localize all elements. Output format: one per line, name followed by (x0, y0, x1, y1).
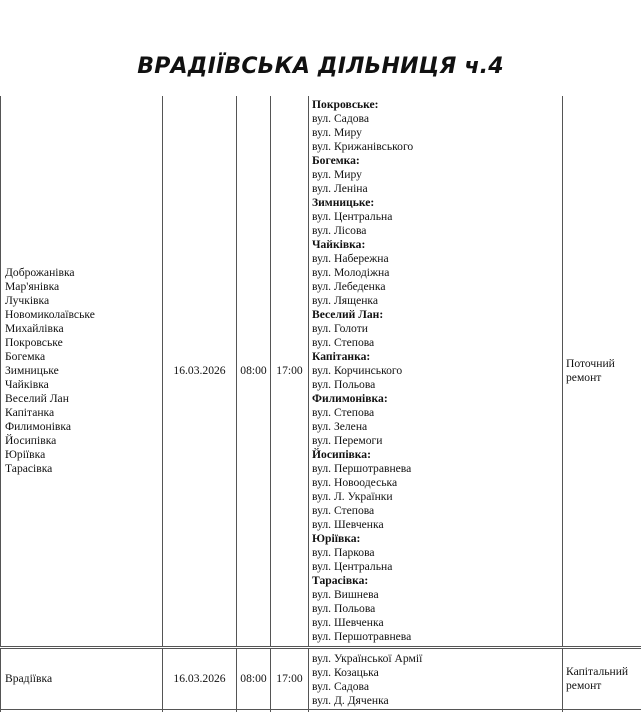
street-name: вул. Садова (312, 112, 369, 125)
street-name: вул. Лященка (312, 294, 379, 307)
settlement-name: Доброжанівка (5, 266, 75, 279)
settlement-name: Тарасівка (5, 462, 53, 475)
street-name: вул. Новоодеська (312, 476, 398, 489)
table-row-tail (1, 710, 641, 713)
work-type-cell (563, 96, 641, 648)
settlement-name: Врадіївка (5, 672, 53, 685)
date-cell: 16.03.2026 (163, 96, 237, 648)
street-name: вул. Леніна (312, 182, 368, 195)
village-heading: Зимницьке: (312, 196, 375, 209)
settlement-name: Филимонівка (5, 420, 71, 433)
settlement-name: Юріївка (5, 448, 46, 461)
settlements-cell (1, 96, 163, 648)
street-name: вул. Паркова (312, 546, 375, 559)
settlement-name: Йосипівка (5, 434, 57, 447)
empty-cell (563, 710, 641, 713)
street-name: вул. Зелена (312, 420, 368, 433)
street-name: вул. Лебеденка (312, 280, 386, 293)
table-row (1, 96, 641, 648)
street-name: вул. Козацька (312, 666, 379, 679)
settlement-name: Веселий Лан (5, 392, 69, 405)
street-name: вул. Д. Дяченка (312, 694, 389, 707)
street-name: вул. Шевченка (312, 518, 384, 531)
settlement-name: Капітанка (5, 406, 55, 419)
page-title: ВРАДІЇВСЬКА ДІЛЬНИЦЯ ч.4 (137, 54, 504, 79)
street-name: вул. Миру (312, 168, 362, 181)
empty-cell (237, 710, 271, 713)
streets-cell (309, 96, 563, 648)
village-heading: Богемка: (312, 154, 360, 167)
village-heading: Филимонівка: (312, 392, 388, 405)
village-heading: Тарасівка: (312, 574, 369, 587)
street-name: вул. Набережна (312, 252, 389, 265)
street-name: вул. Української Армії (312, 652, 423, 665)
settlement-name: Чайківка (5, 378, 49, 391)
outage-schedule-table (0, 96, 641, 712)
street-name: вул. Степова (312, 406, 375, 419)
time-from-cell: 08:00 (237, 648, 271, 710)
streets-cell (309, 648, 563, 710)
street-name: вул. Перемоги (312, 434, 383, 447)
time-from-cell: 08:00 (237, 96, 271, 648)
empty-cell (271, 710, 309, 713)
settlement-name: Мар'янівка (5, 280, 60, 293)
settlement-name: Зимницьке (5, 364, 59, 377)
settlement-name: Богемка (5, 350, 46, 363)
street-name: вул. Першотравнева (312, 630, 412, 643)
street-name: вул. Л. Українки (312, 490, 393, 503)
street-name: вул. Крижанівського (312, 140, 414, 153)
street-name: вул. Лісова (312, 224, 367, 237)
empty-cell (1, 710, 163, 713)
street-name: вул. Молодіжна (312, 266, 390, 279)
table-row (1, 648, 641, 710)
empty-cell (309, 710, 563, 713)
settlement-name: Михайлівка (5, 322, 64, 335)
street-name: вул. Шевченка (312, 616, 384, 629)
time-to-cell: 17:00 (271, 96, 309, 648)
street-name: вул. Степова (312, 336, 375, 349)
work-type-text: ремонт (566, 679, 602, 692)
date-cell: 16.03.2026 (163, 648, 237, 710)
village-heading: Покровське: (312, 98, 379, 111)
village-heading: Юріївка: (312, 532, 361, 545)
settlement-name: Новомиколаївське (5, 308, 95, 321)
village-heading: Капітанка: (312, 350, 371, 363)
street-name: вул. Вишнева (312, 588, 379, 601)
street-name: вул. Польова (312, 378, 376, 391)
work-type-cell (563, 648, 641, 710)
street-name: вул. Корчинського (312, 364, 403, 377)
street-name: вул. Миру (312, 126, 362, 139)
settlement-name: Лучківка (5, 294, 50, 307)
street-name: вул. Голоти (312, 322, 368, 335)
work-type-text: Капітальний (566, 665, 629, 678)
village-heading: Йосипівка: (312, 448, 371, 461)
village-heading: Веселий Лан: (312, 308, 384, 321)
empty-cell (163, 710, 237, 713)
work-type-text: Поточний (566, 357, 615, 370)
street-name: вул. Польова (312, 602, 376, 615)
street-name: вул. Центральна (312, 560, 393, 573)
street-name: вул. Центральна (312, 210, 393, 223)
village-heading: Чайківка: (312, 238, 366, 251)
settlements-cell (1, 648, 163, 710)
time-to-cell: 17:00 (271, 648, 309, 710)
street-name: вул. Степова (312, 504, 375, 517)
street-name: вул. Садова (312, 680, 369, 693)
settlement-name: Покровське (5, 336, 63, 349)
street-name: вул. Першотравнева (312, 462, 412, 475)
work-type-text: ремонт (566, 371, 602, 384)
